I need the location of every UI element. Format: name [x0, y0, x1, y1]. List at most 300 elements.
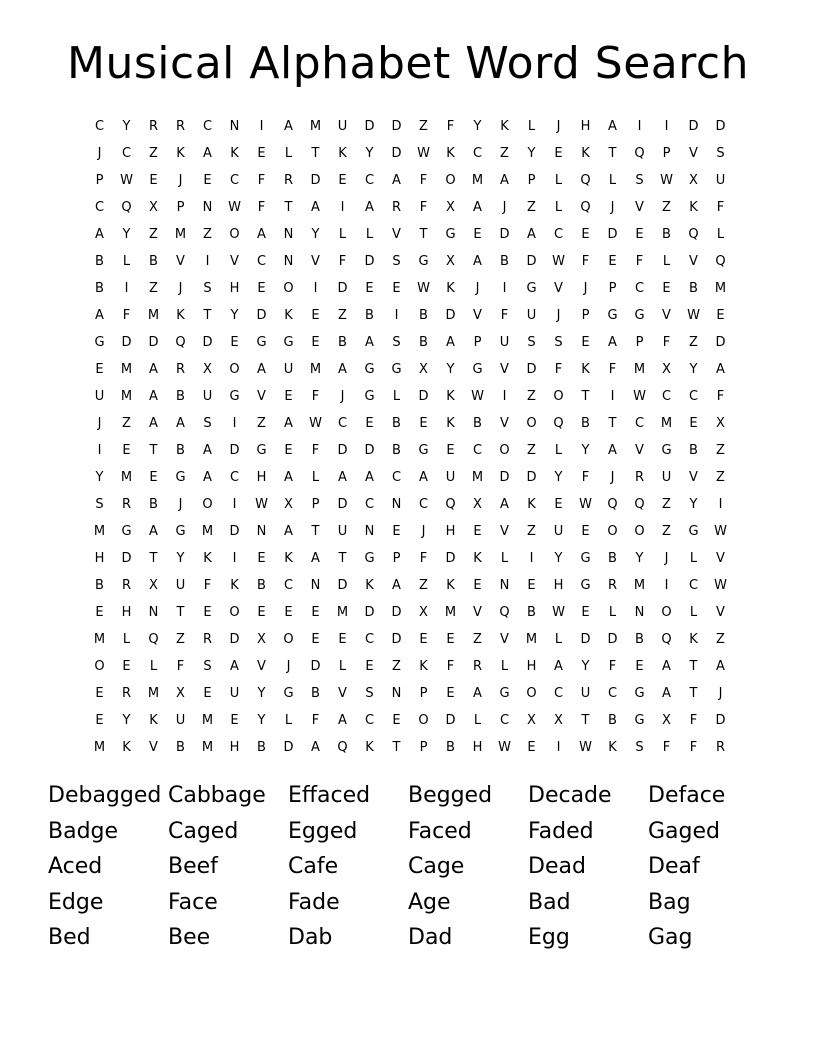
grid-letter: B [689, 443, 698, 458]
grid-letter: M [444, 605, 457, 620]
grid-letter: V [176, 254, 185, 269]
grid-letter: C [364, 173, 375, 188]
grid-letter: K [446, 389, 455, 404]
word-list-item: Dead [528, 854, 586, 879]
grid-letter: A [203, 470, 212, 485]
grid-letter: A [311, 740, 320, 755]
grid-letter: D [202, 335, 213, 350]
word-list-item: Faded [528, 818, 594, 844]
grid-letter: N [391, 686, 402, 701]
grid-letter: M [309, 362, 322, 377]
grid-letter: A [662, 686, 671, 701]
grid-letter: C [688, 578, 699, 593]
grid-letter: A [473, 686, 482, 701]
grid-letter: V [473, 308, 482, 323]
grid-letter: Q [661, 632, 672, 647]
grid-letter: A [608, 443, 617, 458]
grid-letter: X [716, 416, 725, 431]
grid-letter: E [554, 146, 563, 161]
grid-letter: G [418, 443, 429, 458]
grid-letter: L [689, 605, 698, 620]
grid-letter: U [337, 524, 348, 539]
grid-letter: Y [122, 119, 131, 134]
grid-letter: M [93, 632, 106, 647]
grid-letter: J [556, 119, 561, 134]
grid-letter: D [499, 227, 510, 242]
grid-letter: L [527, 119, 536, 134]
grid-letter: A [149, 362, 158, 377]
grid-letter: M [660, 416, 673, 431]
grid-letter: L [284, 146, 293, 161]
grid-letter: B [392, 443, 401, 458]
grid-letter: P [419, 740, 428, 755]
grid-letter: C [364, 632, 375, 647]
grid-letter: A [716, 362, 725, 377]
grid-letter: I [718, 497, 723, 512]
grid-letter: V [257, 389, 266, 404]
grid-letter: E [149, 173, 158, 188]
grid-letter: Z [500, 146, 509, 161]
grid-letter: S [716, 146, 725, 161]
grid-letter: D [391, 119, 402, 134]
grid-letter: A [95, 308, 104, 323]
grid-letter: J [610, 470, 615, 485]
grid-letter: I [340, 200, 345, 215]
grid-letter: E [419, 416, 428, 431]
grid-letter: N [364, 524, 375, 539]
grid-letter: A [365, 335, 374, 350]
grid-letter: E [446, 686, 455, 701]
grid-letter: F [446, 119, 455, 134]
grid-letter: X [419, 605, 428, 620]
grid-letter: E [338, 173, 347, 188]
grid-letter: Y [365, 146, 374, 161]
grid-letter: V [716, 551, 725, 566]
grid-letter: Y [581, 659, 590, 674]
grid-letter: A [284, 119, 293, 134]
grid-letter: C [472, 443, 483, 458]
grid-letter: Y [554, 470, 563, 485]
grid-letter: E [284, 389, 293, 404]
grid-letter: F [419, 551, 428, 566]
grid-letter: C [94, 200, 105, 215]
grid-letter: Y [311, 227, 320, 242]
grid-letter: W [552, 605, 565, 620]
grid-letter: G [580, 551, 591, 566]
grid-letter: D [310, 659, 321, 674]
grid-letter: A [149, 524, 158, 539]
grid-letter: C [229, 470, 240, 485]
grid-letter: U [337, 119, 348, 134]
grid-letter: M [147, 686, 160, 701]
grid-letter: F [581, 470, 590, 485]
grid-row [86, 680, 734, 707]
grid-letter: I [124, 281, 129, 296]
grid-letter: F [716, 389, 725, 404]
grid-letter: B [176, 443, 185, 458]
word-list-item: Gag [648, 925, 693, 950]
grid-letter: Y [635, 551, 644, 566]
grid-letter: A [176, 416, 185, 431]
grid-letter: V [338, 686, 347, 701]
grid-letter: M [471, 470, 484, 485]
word-list [48, 778, 768, 956]
grid-letter: B [338, 335, 347, 350]
grid-letter: X [662, 713, 671, 728]
grid-letter: V [635, 443, 644, 458]
grid-letter: Z [392, 659, 401, 674]
grid-letter: M [120, 362, 133, 377]
grid-letter: E [527, 578, 536, 593]
grid-letter: E [392, 713, 401, 728]
grid-letter: Z [662, 524, 671, 539]
grid-letter: S [95, 497, 104, 512]
grid-letter: D [715, 713, 726, 728]
grid-letter: M [93, 524, 106, 539]
grid-letter: N [391, 497, 402, 512]
grid-letter: S [392, 254, 401, 269]
grid-letter: D [148, 335, 159, 350]
grid-letter: J [475, 281, 480, 296]
grid-letter: D [526, 254, 537, 269]
grid-letter: M [201, 524, 214, 539]
grid-letter: V [257, 659, 266, 674]
grid-letter: J [718, 686, 723, 701]
grid-letter: I [529, 551, 534, 566]
grid-letter: C [283, 578, 294, 593]
grid-letter: Z [662, 497, 671, 512]
grid-letter: U [175, 578, 186, 593]
grid-letter: L [554, 200, 563, 215]
grid-letter: A [662, 659, 671, 674]
grid-letter: F [203, 578, 212, 593]
grid-letter: D [337, 497, 348, 512]
grid-letter: A [257, 227, 266, 242]
grid-letter: L [608, 605, 617, 620]
grid-letter: X [176, 686, 185, 701]
grid-letter: E [392, 281, 401, 296]
grid-letter: Z [662, 200, 671, 215]
grid-letter: D [391, 605, 402, 620]
grid-letter: F [257, 200, 266, 215]
grid-letter: R [472, 659, 483, 674]
grid-letter: K [473, 551, 482, 566]
grid-letter: G [445, 227, 456, 242]
grid-letter: K [446, 281, 455, 296]
grid-letter: N [283, 254, 294, 269]
grid-letter: D [499, 470, 510, 485]
grid-letter: K [446, 578, 455, 593]
grid-letter: E [122, 443, 131, 458]
grid-letter: I [232, 497, 237, 512]
grid-letter: L [662, 254, 671, 269]
grid-letter: I [313, 281, 318, 296]
grid-letter: B [500, 254, 509, 269]
grid-letter: K [284, 551, 293, 566]
grid-letter: E [635, 659, 644, 674]
grid-letter: D [715, 119, 726, 134]
grid-letter: L [689, 551, 698, 566]
grid-letter: N [202, 200, 213, 215]
grid-letter: Z [257, 416, 266, 431]
grid-letter: E [257, 551, 266, 566]
grid-letter: B [446, 740, 455, 755]
grid-letter: A [230, 659, 239, 674]
grid-letter: K [149, 713, 158, 728]
grid-letter: E [581, 335, 590, 350]
grid-letter: G [607, 308, 618, 323]
grid-letter: B [662, 227, 671, 242]
grid-letter: P [581, 308, 590, 323]
grid-letter: O [526, 686, 537, 701]
grid-letter: C [229, 173, 240, 188]
grid-letter: Z [527, 389, 536, 404]
grid-letter: F [716, 200, 725, 215]
grid-letter: X [149, 200, 158, 215]
grid-letter: O [445, 173, 456, 188]
grid-letter: Q [445, 497, 456, 512]
grid-letter: C [94, 119, 105, 134]
grid-letter: V [392, 227, 401, 242]
grid-letter: D [526, 470, 537, 485]
grid-letter: D [337, 443, 348, 458]
word-list-item: Badge [48, 818, 119, 844]
grid-letter: F [311, 713, 320, 728]
grid-letter: P [635, 335, 644, 350]
grid-letter: G [688, 524, 699, 539]
word-list-item: Deface [648, 783, 726, 808]
grid-letter: Q [121, 200, 132, 215]
grid-letter: B [257, 578, 266, 593]
grid-letter: K [122, 740, 131, 755]
grid-letter: E [662, 281, 671, 296]
grid-letter: O [229, 227, 240, 242]
grid-letter: F [689, 740, 698, 755]
grid-letter: G [283, 335, 294, 350]
grid-letter: V [716, 605, 725, 620]
grid-letter: O [94, 659, 105, 674]
grid-letter: T [581, 389, 590, 404]
grid-letter: B [311, 686, 320, 701]
grid-letter: Z [716, 470, 725, 485]
grid-letter: N [310, 578, 321, 593]
grid-letter: L [554, 443, 563, 458]
grid-letter: V [662, 308, 671, 323]
grid-letter: E [338, 632, 347, 647]
grid-letter: G [472, 362, 483, 377]
grid-letter: I [610, 389, 615, 404]
grid-letter: D [337, 281, 348, 296]
grid-letter: I [205, 254, 210, 269]
grid-letter: W [687, 308, 700, 323]
grid-letter: F [257, 173, 266, 188]
grid-letter: Z [716, 443, 725, 458]
grid-letter: W [417, 146, 430, 161]
grid-letter: D [364, 119, 375, 134]
grid-letter: E [203, 686, 212, 701]
word-list-item: Effaced [288, 783, 371, 808]
grid-letter: G [121, 524, 132, 539]
grid-letter: W [579, 497, 592, 512]
grid-letter: E [392, 524, 401, 539]
grid-letter: K [230, 146, 239, 161]
word-list-item: Cabbage [168, 783, 266, 808]
word-list-item: Bag [648, 889, 691, 915]
grid-letter: D [364, 443, 375, 458]
grid-letter: A [527, 227, 536, 242]
grid-letter: A [419, 470, 428, 485]
grid-letter: B [581, 416, 590, 431]
grid-letter: I [502, 281, 507, 296]
grid-letter: F [419, 200, 428, 215]
grid-letter: E [473, 227, 482, 242]
grid-letter: Q [553, 416, 564, 431]
grid-letter: E [122, 659, 131, 674]
grid-letter: Q [580, 200, 591, 215]
grid-letter: Y [122, 713, 131, 728]
grid-letter: O [202, 497, 213, 512]
grid-letter: V [500, 632, 509, 647]
grid-letter: R [121, 578, 132, 593]
grid-letter: D [607, 227, 618, 242]
grid-letter: J [556, 308, 561, 323]
grid-letter: D [337, 578, 348, 593]
grid-letter: S [203, 281, 212, 296]
grid-row [86, 140, 734, 167]
grid-letter: M [336, 605, 349, 620]
grid-letter: G [661, 443, 672, 458]
grid-letter: J [610, 200, 615, 215]
grid-letter: U [229, 686, 240, 701]
grid-row [86, 464, 734, 491]
grid-letter: W [498, 740, 511, 755]
grid-letter: E [95, 686, 104, 701]
word-list-item: Dab [288, 925, 333, 950]
grid-letter: S [203, 659, 212, 674]
grid-letter: K [500, 119, 509, 134]
grid-letter: V [149, 740, 158, 755]
word-list-item: Begged [408, 783, 493, 808]
grid-letter: I [556, 740, 561, 755]
grid-letter: H [121, 605, 132, 620]
grid-letter: W [417, 281, 430, 296]
grid-letter: K [581, 146, 590, 161]
grid-letter: D [229, 524, 240, 539]
grid-letter: J [664, 551, 669, 566]
grid-letter: P [95, 173, 104, 188]
grid-letter: X [284, 497, 293, 512]
grid-letter: K [689, 632, 698, 647]
grid-letter: L [500, 659, 509, 674]
grid-letter: E [446, 443, 455, 458]
grid-letter: C [499, 713, 510, 728]
grid-letter: W [714, 524, 727, 539]
grid-letter: E [581, 524, 590, 539]
grid-letter: Q [337, 740, 348, 755]
grid-letter: I [502, 389, 507, 404]
grid-letter: V [689, 146, 698, 161]
grid-letter: T [689, 686, 698, 701]
grid-letter: L [122, 254, 131, 269]
grid-letter: W [471, 389, 484, 404]
grid-letter: D [418, 389, 429, 404]
grid-letter: Z [149, 227, 158, 242]
grid-letter: S [203, 416, 212, 431]
grid-letter: F [554, 362, 563, 377]
word-list-item: Egged [288, 818, 358, 844]
grid-letter: E [365, 281, 374, 296]
grid-letter: K [365, 740, 374, 755]
grid-letter: Z [149, 146, 158, 161]
grid-letter: T [203, 308, 212, 323]
grid-letter: R [715, 740, 726, 755]
grid-letter: L [311, 470, 320, 485]
grid-letter: F [311, 443, 320, 458]
grid-letter: B [365, 308, 374, 323]
grid-letter: S [635, 173, 644, 188]
grid-letter: E [95, 362, 104, 377]
word-list-item: Decade [528, 783, 612, 808]
grid-letter: F [500, 308, 509, 323]
grid-letter: L [392, 389, 401, 404]
grid-letter: N [229, 119, 240, 134]
grid-letter: D [715, 335, 726, 350]
grid-letter: G [94, 335, 105, 350]
word-list-item: Bad [528, 889, 571, 915]
grid-letter: M [201, 740, 214, 755]
grid-letter: C [634, 416, 645, 431]
grid-letter: G [580, 578, 591, 593]
grid-letter: Z [122, 416, 131, 431]
grid-letter: M [633, 578, 646, 593]
grid-letter: C [418, 497, 429, 512]
grid-letter: V [500, 362, 509, 377]
grid-letter: C [364, 713, 375, 728]
grid-letter: U [499, 335, 510, 350]
grid-letter: Z [203, 227, 212, 242]
grid-letter: A [149, 389, 158, 404]
grid-letter: C [661, 389, 672, 404]
grid-letter: L [365, 227, 374, 242]
grid-letter: A [257, 362, 266, 377]
grid-letter: H [229, 281, 240, 296]
grid-letter: T [149, 551, 158, 566]
grid-letter: B [392, 416, 401, 431]
grid-letter: M [147, 308, 160, 323]
grid-letter: H [526, 659, 537, 674]
grid-letter: H [256, 470, 267, 485]
grid-row [86, 275, 734, 302]
grid-letter: L [500, 551, 509, 566]
grid-letter: D [229, 443, 240, 458]
grid-letter: Y [122, 227, 131, 242]
grid-letter: W [660, 173, 673, 188]
grid-letter: L [338, 227, 347, 242]
grid-letter: L [284, 713, 293, 728]
grid-letter: C [256, 254, 267, 269]
grid-letter: N [256, 524, 267, 539]
grid-letter: T [284, 200, 293, 215]
grid-letter: B [608, 551, 617, 566]
grid-letter: K [446, 416, 455, 431]
grid-letter: B [95, 281, 104, 296]
grid-letter: G [175, 470, 186, 485]
grid-letter: M [633, 362, 646, 377]
grid-letter: X [527, 713, 536, 728]
grid-letter: E [581, 605, 590, 620]
grid-letter: A [284, 416, 293, 431]
grid-letter: L [608, 173, 617, 188]
